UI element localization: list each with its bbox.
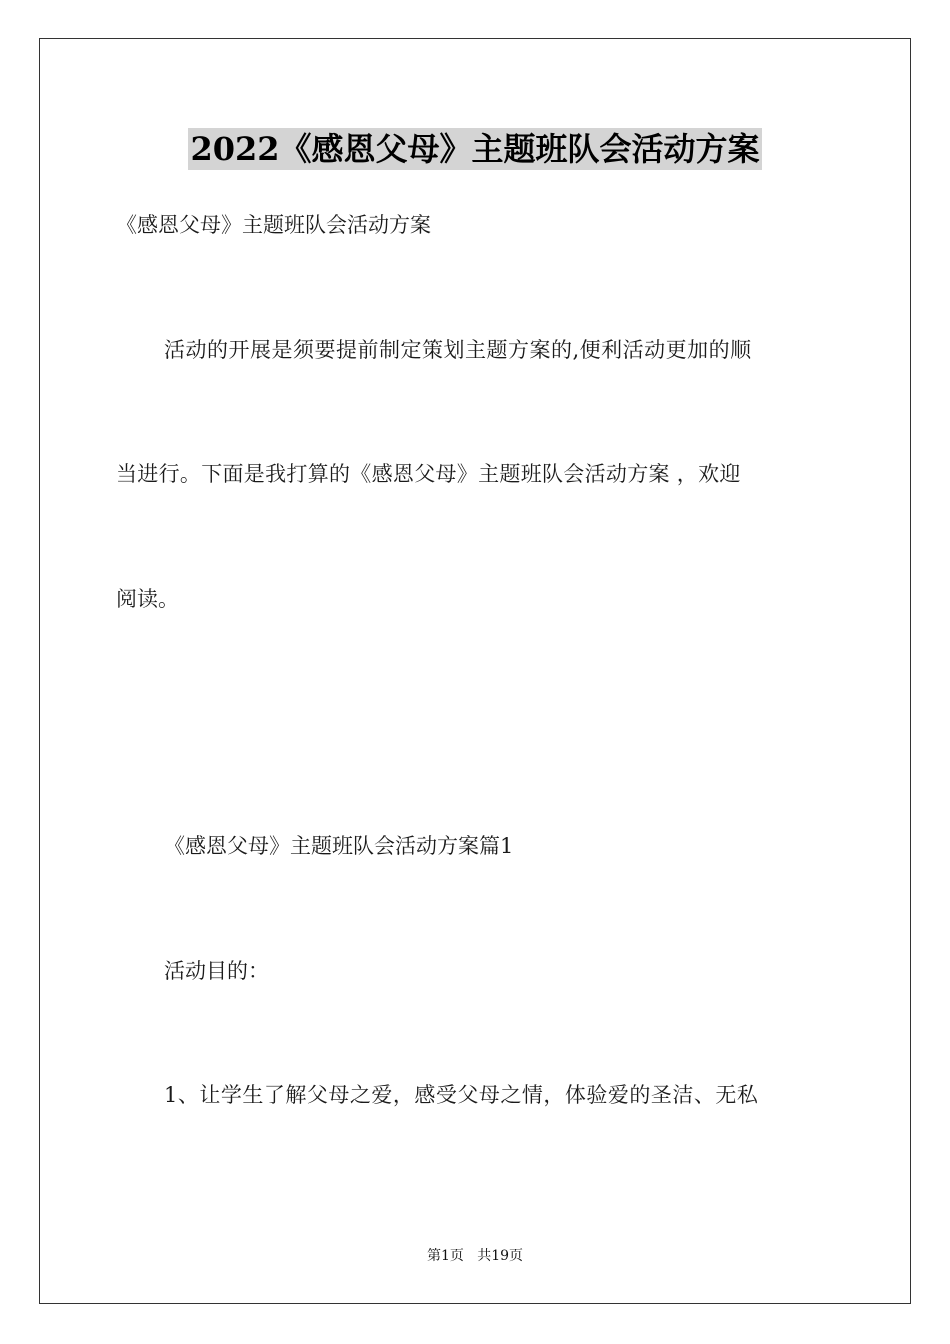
objective-label: 活动目的： bbox=[164, 959, 269, 983]
document-subtitle: 《感恩父母》主题班队会活动方案 bbox=[116, 213, 431, 237]
title-container bbox=[0, 128, 950, 170]
paragraph-line-2: 当进行。下面是我打算的《感恩父母》主题班队会活动方案 ，欢迎 bbox=[116, 462, 741, 486]
page-number-label: 第1页 共19页 bbox=[426, 1248, 524, 1264]
paragraph-line-3: 阅读。 bbox=[116, 587, 179, 611]
objective-item-1: 1、让学生了解父母之爱，感受父母之情，体验爱的圣洁、无私 bbox=[164, 1083, 759, 1107]
section-heading: 《感恩父母》主题班队会活动方案篇1 bbox=[164, 834, 514, 858]
paragraph-line-1: 活动的开展是须要提前制定策划主题方案的,便利活动更加的顺 bbox=[164, 338, 752, 362]
document-title: 2022《感恩父母》主题班队会活动方案 bbox=[190, 130, 760, 168]
page-footer bbox=[0, 1247, 950, 1265]
